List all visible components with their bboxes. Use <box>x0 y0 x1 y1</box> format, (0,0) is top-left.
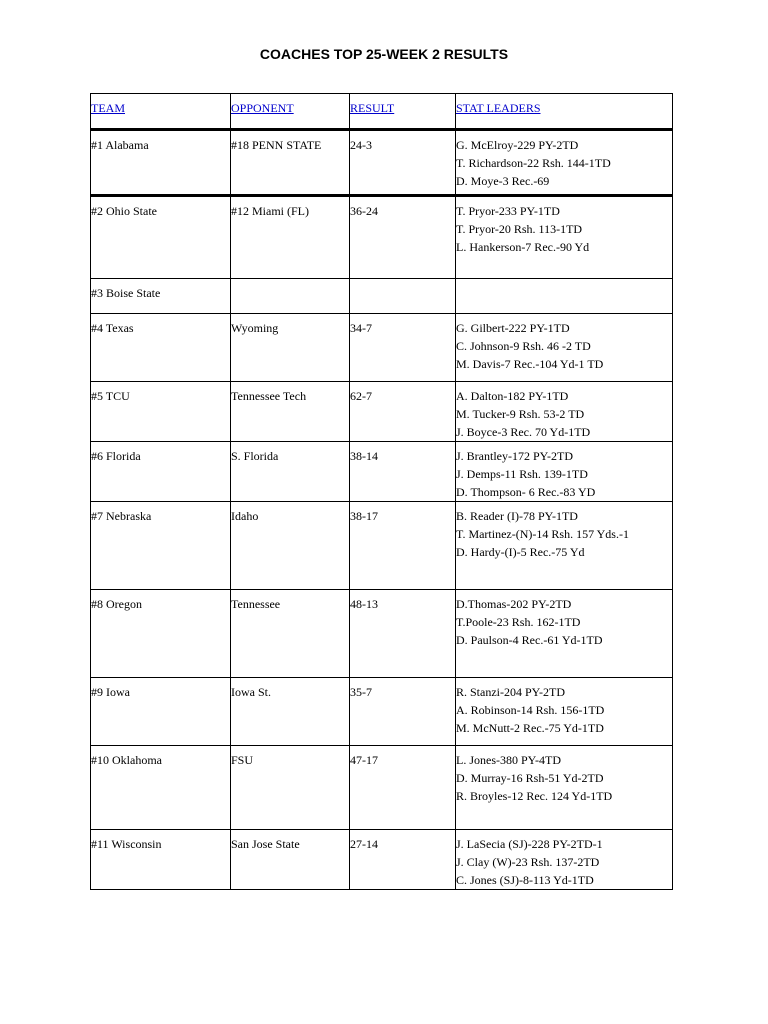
opponent-cell: #18 PENN STATE <box>231 130 350 196</box>
stat-leader-line: M. Tucker-9 Rsh. 53-2 TD <box>456 407 585 421</box>
stat-leader-line: C. Jones (SJ)-8-113 Yd-1TD <box>456 873 594 887</box>
result-cell: 47-17 <box>350 746 456 830</box>
stat-leaders-cell <box>456 442 673 502</box>
table-row <box>91 502 673 590</box>
team-cell: #6 Florida <box>91 442 231 502</box>
stat-leader-line: G. Gilbert-222 PY-1TD <box>456 321 570 335</box>
column-header-opponent: OPPONENT <box>231 94 350 130</box>
stat-leader-line: R. Stanzi-204 PY-2TD <box>456 685 565 699</box>
result-cell: 62-7 <box>350 382 456 442</box>
table-row <box>91 830 673 890</box>
team-cell: #4 Texas <box>91 314 231 382</box>
stat-leader-line: T. Pryor-20 Rsh. 113-1TD <box>456 222 583 236</box>
column-header-stat-leaders: STAT LEADERS <box>456 94 673 130</box>
stat-leader-line: J. Clay (W)-23 Rsh. 137-2TD <box>456 855 600 869</box>
result-cell: 27-14 <box>350 830 456 890</box>
team-cell: #11 Wisconsin <box>91 830 231 890</box>
stat-leaders-cell <box>456 314 673 382</box>
result-cell <box>350 279 456 314</box>
stat-leader-line: D. Moye-3 Rec.-69 <box>456 174 550 188</box>
stat-leaders-cell <box>456 746 673 830</box>
stat-leaders-cell <box>456 130 673 196</box>
opponent-cell: Tennessee <box>231 590 350 678</box>
stat-leader-line: J. LaSecia (SJ)-228 PY-2TD-1 <box>456 837 603 851</box>
stat-leader-line: A. Dalton-182 PY-1TD <box>456 389 569 403</box>
table-row <box>91 279 673 314</box>
column-header-result: RESULT <box>350 94 456 130</box>
stat-leader-line: T. Martinez-(N)-14 Rsh. 157 Yds.-1 <box>456 527 629 541</box>
result-cell: 24-3 <box>350 130 456 196</box>
table-row <box>91 678 673 746</box>
stat-leader-line: M. Davis-7 Rec.-104 Yd-1 TD <box>456 357 604 371</box>
stat-leader-line: L. Jones-380 PY-4TD <box>456 753 561 767</box>
opponent-cell: FSU <box>231 746 350 830</box>
stat-leaders-cell <box>456 502 673 590</box>
stat-leader-line: A. Robinson-14 Rsh. 156-1TD <box>456 703 605 717</box>
opponent-cell: Iowa St. <box>231 678 350 746</box>
stat-leader-line: D.Thomas-202 PY-2TD <box>456 597 572 611</box>
opponent-cell <box>231 279 350 314</box>
team-cell: #2 Ohio State <box>91 196 231 279</box>
opponent-cell: Idaho <box>231 502 350 590</box>
table-row <box>91 590 673 678</box>
results-table <box>90 93 673 890</box>
stat-leader-line: R. Broyles-12 Rec. 124 Yd-1TD <box>456 789 613 803</box>
stat-leaders-cell <box>456 196 673 279</box>
stat-leader-line: T.Poole-23 Rsh. 162-1TD <box>456 615 581 629</box>
header-row <box>91 94 673 130</box>
stat-leaders-cell <box>456 590 673 678</box>
stat-leader-line: D. Paulson-4 Rec.-61 Yd-1TD <box>456 633 603 647</box>
result-cell: 48-13 <box>350 590 456 678</box>
table-row <box>91 196 673 279</box>
stat-leaders-cell <box>456 830 673 890</box>
opponent-cell: #12 Miami (FL) <box>231 196 350 279</box>
stat-leader-line: J. Brantley-172 PY-2TD <box>456 449 573 463</box>
table-row <box>91 130 673 196</box>
result-cell: 34-7 <box>350 314 456 382</box>
stat-leader-line: M. McNutt-2 Rec.-75 Yd-1TD <box>456 721 604 735</box>
result-cell: 38-17 <box>350 502 456 590</box>
opponent-cell: S. Florida <box>231 442 350 502</box>
opponent-cell: San Jose State <box>231 830 350 890</box>
table-row <box>91 746 673 830</box>
team-cell: #8 Oregon <box>91 590 231 678</box>
team-cell: #10 Oklahoma <box>91 746 231 830</box>
stat-leader-line: D. Murray-16 Rsh-51 Yd-2TD <box>456 771 604 785</box>
stat-leader-line: B. Reader (I)-78 PY-1TD <box>456 509 578 523</box>
stat-leaders-cell <box>456 382 673 442</box>
result-cell: 38-14 <box>350 442 456 502</box>
result-cell: 35-7 <box>350 678 456 746</box>
stat-leader-line: D. Hardy-(I)-5 Rec.-75 Yd <box>456 545 585 559</box>
result-cell: 36-24 <box>350 196 456 279</box>
stat-leader-line: T. Pryor-233 PY-1TD <box>456 204 560 218</box>
team-cell: #1 Alabama <box>91 130 231 196</box>
stat-leader-line: D. Thompson- 6 Rec.-83 YD <box>456 485 596 499</box>
stat-leader-line: J. Demps-11 Rsh. 139-1TD <box>456 467 588 481</box>
stat-leader-line: J. Boyce-3 Rec. 70 Yd-1TD <box>456 425 591 439</box>
stat-leaders-cell <box>456 678 673 746</box>
team-cell: #9 Iowa <box>91 678 231 746</box>
opponent-cell: Tennessee Tech <box>231 382 350 442</box>
stat-leader-line: L. Hankerson-7 Rec.-90 Yd <box>456 240 590 254</box>
page-title: COACHES TOP 25-WEEK 2 RESULTS <box>259 46 509 62</box>
table-row <box>91 314 673 382</box>
team-cell: #5 TCU <box>91 382 231 442</box>
table-row <box>91 382 673 442</box>
team-cell: #3 Boise State <box>91 279 231 314</box>
stat-leader-line: T. Richardson-22 Rsh. 144-1TD <box>456 156 611 170</box>
stat-leader-line: C. Johnson-9 Rsh. 46 -2 TD <box>456 339 591 353</box>
opponent-cell: Wyoming <box>231 314 350 382</box>
table-row <box>91 442 673 502</box>
stat-leaders-cell <box>456 279 673 314</box>
column-header-team: TEAM <box>91 94 231 130</box>
stat-leader-line: G. McElroy-229 PY-2TD <box>456 138 579 152</box>
team-cell: #7 Nebraska <box>91 502 231 590</box>
